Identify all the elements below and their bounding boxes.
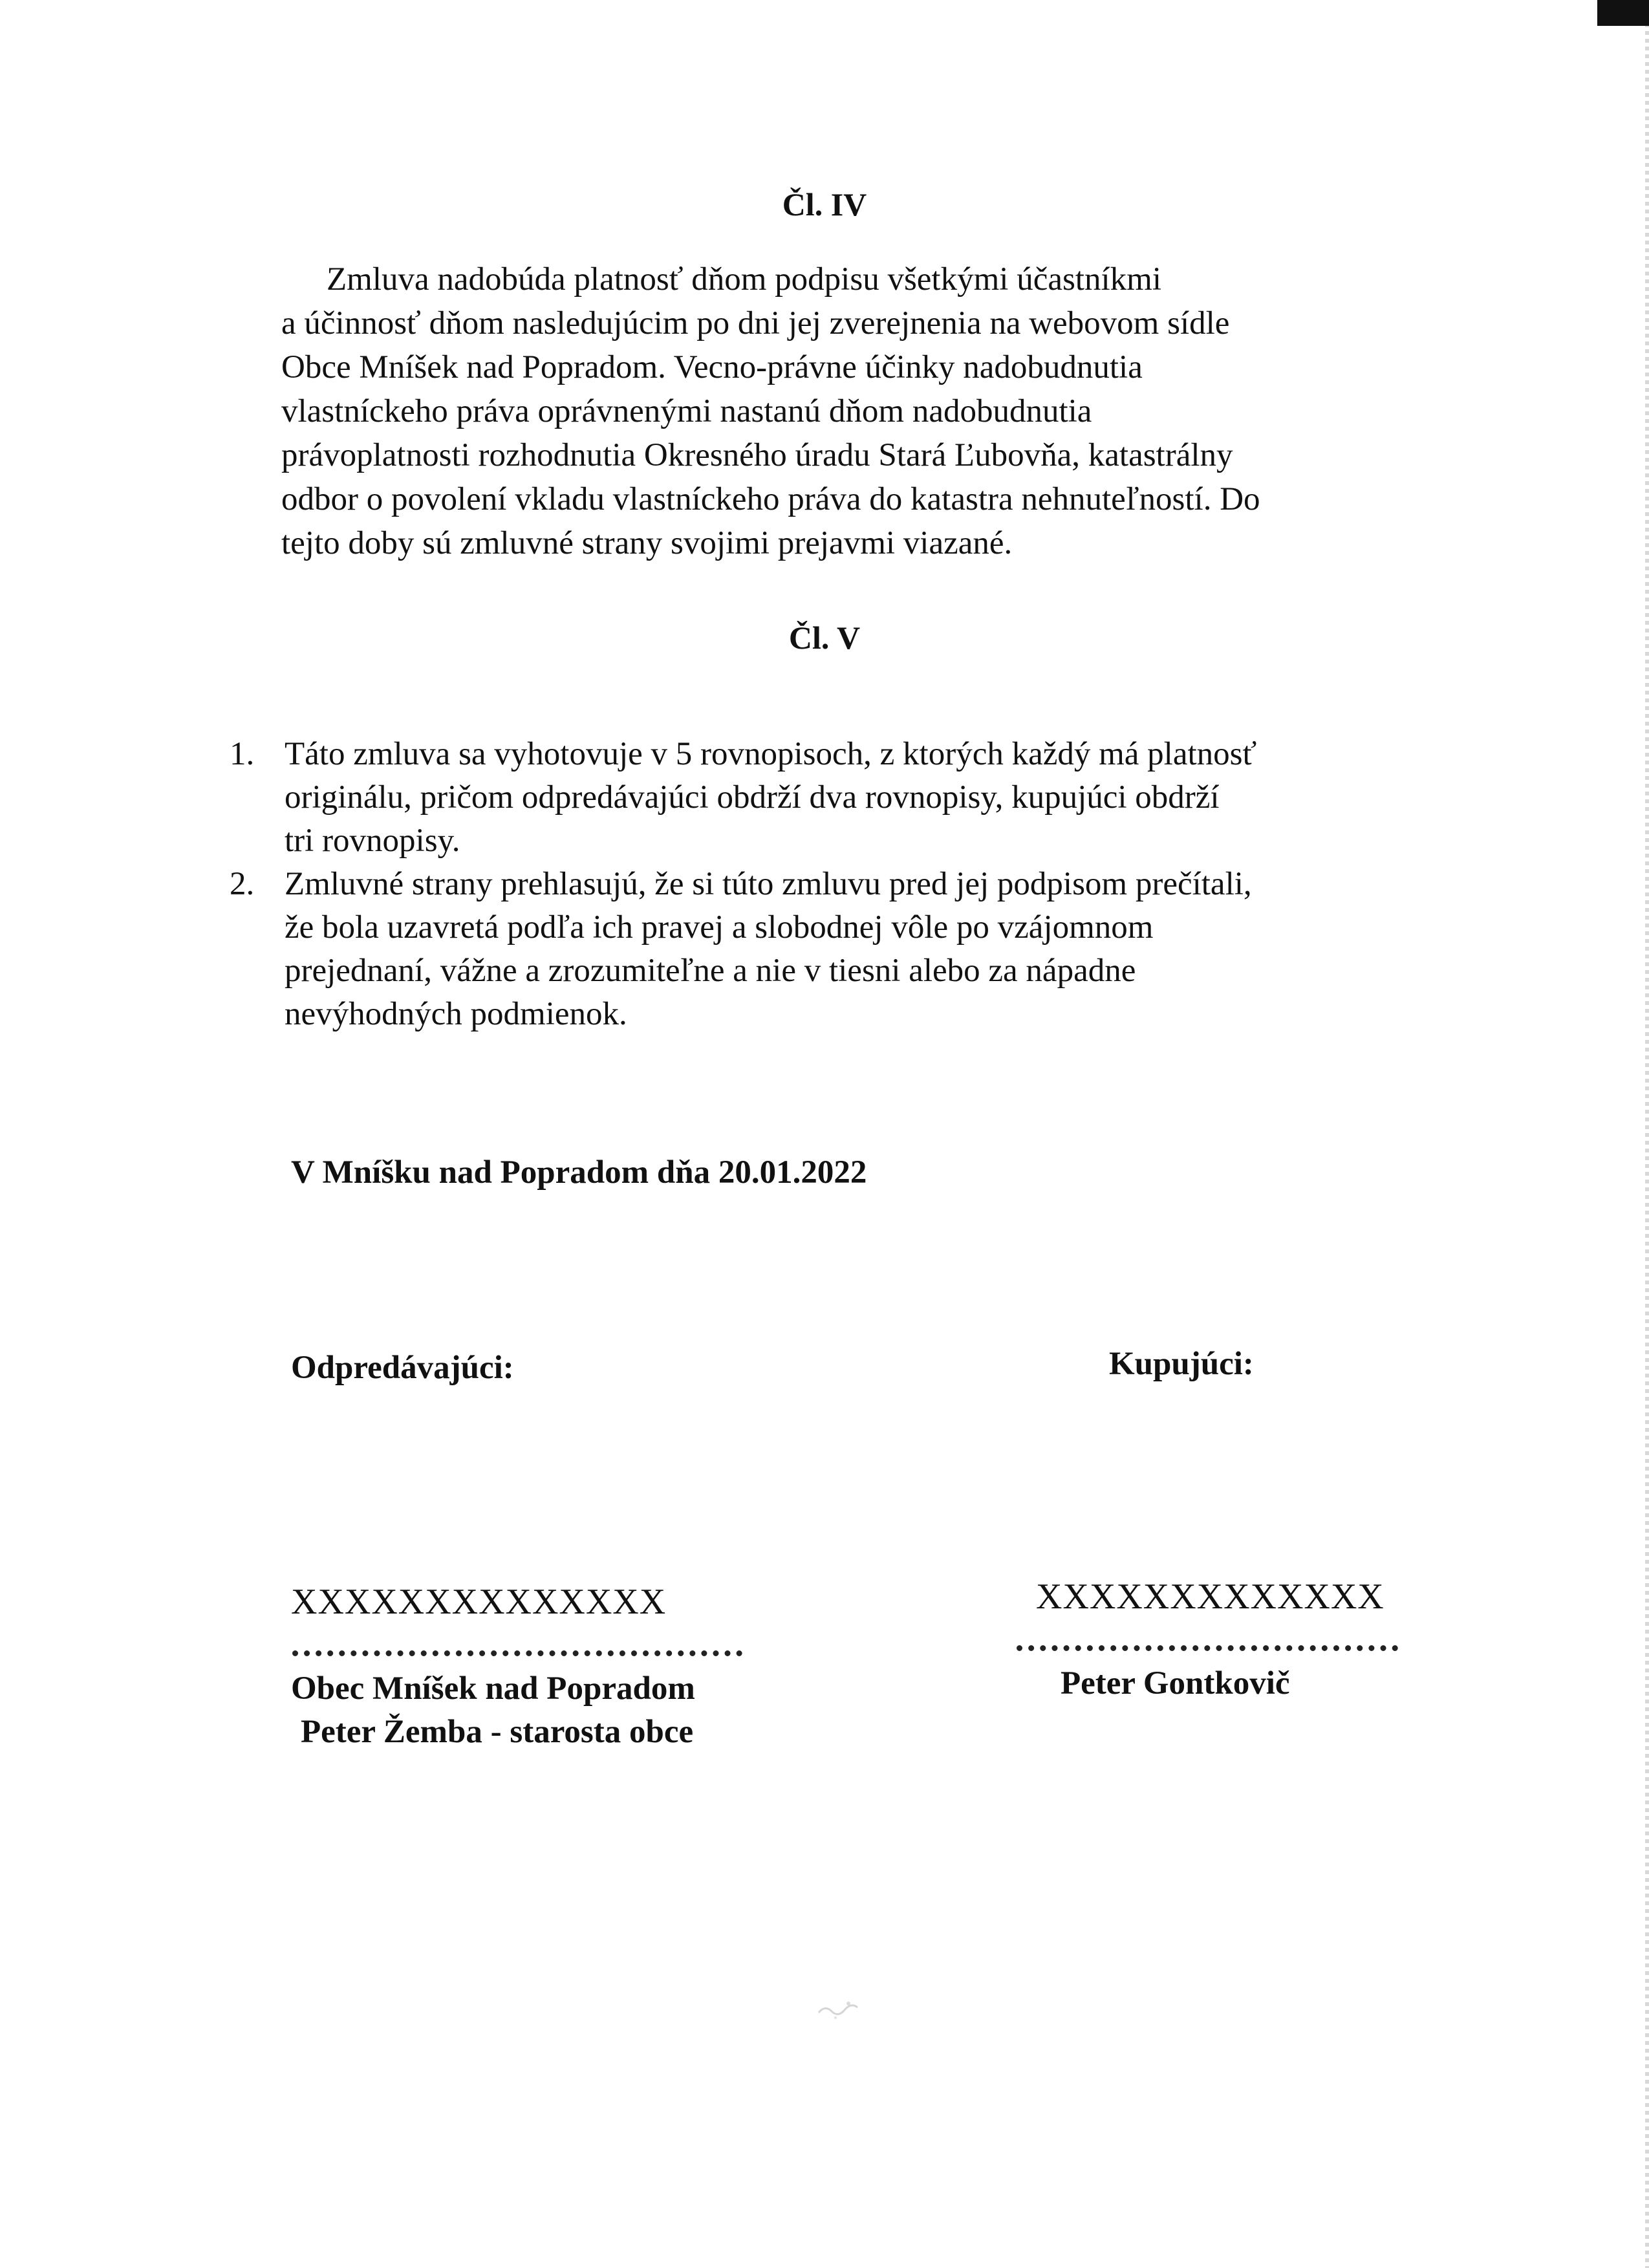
paragraph-line: odbor o povolení vkladu vlastníckeho práva do katastra nehnuteľností. Do bbox=[281, 481, 1260, 517]
buyer-signature: XXXXXXXXXXXXX bbox=[1036, 1577, 1385, 1617]
article-v-heading: Čl. V bbox=[788, 620, 861, 656]
paragraph-line: Obce Mníšek nad Popradom. Vecno-právne účinky nadobudnutia bbox=[281, 349, 1143, 385]
list-item bbox=[230, 733, 1458, 863]
list-item-line: že bola uzavretá podľa ich pravej a slobodnej vôle po vzájomnom bbox=[285, 909, 1154, 945]
article-v-list bbox=[230, 733, 1458, 1036]
buyer-signature-line bbox=[1017, 1645, 1398, 1651]
list-item-line: Táto zmluva sa vyhotovuje v 5 rovnopisoch, z ktorých každý má platnosť bbox=[285, 736, 1257, 772]
seller-signature-line bbox=[292, 1650, 742, 1656]
seller-representative: Peter Žemba - starosta obce bbox=[301, 1714, 694, 1750]
list-item-number: 1. bbox=[230, 736, 255, 772]
place-date: V Mníšku nad Popradom dňa 20.01.2022 bbox=[291, 1154, 867, 1191]
list-item bbox=[230, 863, 1458, 1036]
buyer-name: Peter Gontkovič bbox=[1061, 1665, 1290, 1701]
seller-name: Obec Mníšek nad Popradom bbox=[291, 1670, 695, 1707]
list-item-number: 2. bbox=[230, 866, 255, 902]
list-item-line: Zmluvné strany prehlasujú, že si túto zmluvu pred jej podpisom prečítali, bbox=[285, 866, 1252, 902]
article-iv-paragraph bbox=[281, 257, 1432, 565]
scan-edge bbox=[1645, 0, 1649, 2268]
paragraph-line: právoplatnosti rozhodnutia Okresného úradu Stará Ľubovňa, katastrálny bbox=[281, 437, 1233, 473]
seller-signature: XXXXXXXXXXXXXX bbox=[291, 1582, 667, 1622]
list-item-line: originálu, pričom odpredávajúci obdrží dva rovnopisy, kupujúci obdrží bbox=[285, 779, 1220, 815]
paragraph-line: a účinnosť dňom nasledujúcim po dni jej zverejnenia na webovom sídle bbox=[281, 305, 1230, 341]
paragraph-line: vlastníckeho práva oprávnenými nastanú dňom nadobudnutia bbox=[281, 393, 1092, 429]
paragraph-line: tejto doby sú zmluvné strany svojimi prejavmi viazané. bbox=[281, 525, 1013, 561]
paragraph-line: Zmluva nadobúda platnosť dňom podpisu všetkými účastníkmi bbox=[327, 261, 1161, 297]
scan-smudge-icon bbox=[816, 1998, 861, 2022]
scan-corner-mark bbox=[1597, 0, 1649, 26]
list-item-line: tri rovnopisy. bbox=[285, 823, 460, 859]
seller-label: Odpredávajúci: bbox=[291, 1350, 514, 1386]
list-item-line: prejednaní, vážne a zrozumiteľne a nie v tiesni alebo za nápadne bbox=[285, 953, 1136, 989]
list-item-line: nevýhodných podmienok. bbox=[285, 996, 627, 1032]
buyer-label: Kupujúci: bbox=[1109, 1346, 1254, 1382]
article-iv-heading: Čl. IV bbox=[782, 186, 867, 222]
